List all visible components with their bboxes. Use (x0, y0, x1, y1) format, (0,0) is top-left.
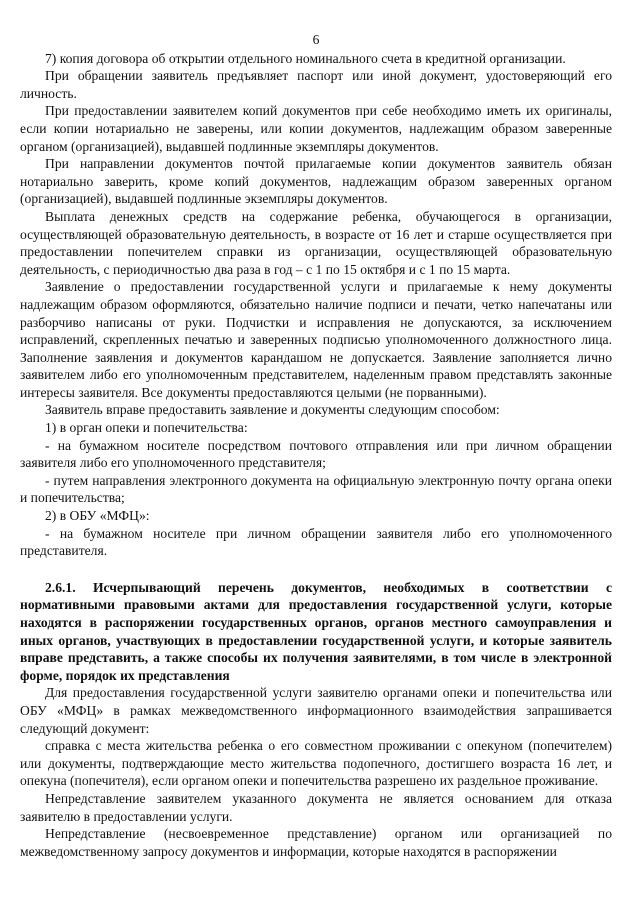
paragraph-item-7-contract-copy: 7) копия договора об открытии отдельного номинального счета в кредитной организации. (45, 50, 566, 66)
paragraph-payment-schedule: Выплата денежных средств на содержание ребенка, обучающегося в организации, осуществляющей образовательную деятельность, в возрасте от 16 лет и старше осуществляется при предоставлении попечителем справки из организации, осуществляющей образовательную деятельность, с периодичностью два раза в год – с 1 по 15 октября и с 1 по 15 марта. (20, 208, 612, 277)
paragraph-submission-methods: Заявитель вправе предоставить заявление и документы следующим способом: (45, 402, 500, 418)
paragraph-residence-certificate: справка с места жительства ребенка о его совместном проживании с опекуном (попечителем) или документы, подтверждающие место жительства подопечного, достигшего возраста 16 лет, и опекуна (попечителя), если органом опеки и попечительства разрешено их раздельное проживание. (20, 738, 612, 789)
paragraph-copies-originals: При предоставлении заявителем копий документов при себе необходимо иметь их оригиналы, если копии нотариально не заверены, или копии документов, надлежащим образом заверенные органом (организацией), выдавшей подлинные экземпляры документов. (20, 103, 612, 154)
list-item-guardianship-authority: 1) в орган опеки и попечительства: (45, 420, 248, 436)
section-heading-2-6-1: 2.6.1. Исчерпывающий перечень документов, необходимых в соответствии с нормативными правовыми актами для предоставления государственной услуги, которые находятся в распоряжении государственных органов, органов местного самоуправления и иных органов, участвующих в предоставлении государственной услуги, и которые заявитель вправе представить, а также способы их получения заявителями, в том числе в электронной форме, порядок их представления (20, 579, 612, 683)
page-number: 6 (312, 32, 320, 47)
list-item-mfc: 2) в ОБУ «МФЦ»: (45, 508, 150, 524)
list-subitem-paper-mail: - на бумажном носителе посредством почтового отправления или при личном обращении заявителя либо его уполномоченного представителя; (20, 437, 612, 471)
paragraph-mail-notarization: При направлении документов почтой прилагаемые копии документов заявитель обязан нотариально заверить, кроме копий документов, надлежащим образом заверенных органом (организацией), выдавшей подлинные экземпляры документов. (20, 156, 612, 207)
paragraph-interagency-request: Для предоставления государственной услуги заявителю органами опеки и попечительства или ОБУ «МФЦ» в рамках межведомственного информационного взаимодействия запрашивается следующий документ: (20, 685, 612, 736)
list-subitem-paper-personal: - на бумажном носителе при личном обращении заявителя либо его уполномоченного представителя. (20, 525, 612, 559)
paragraph-passport: При обращении заявитель предъявляет паспорт или иной документ, удостоверяющий его личность. (20, 68, 612, 101)
paragraph-non-submission: Непредставление заявителем указанного документа не является основанием для отказа заявителю в предоставлении услуги. (20, 790, 612, 824)
paragraph-late-submission: Непредставление (несвоевременное представление) органом или организацией по межведомственному запросу документов и информации, которые находятся в распоряжении (20, 826, 612, 859)
paragraph-application-requirements: Заявление о предоставлении государственной услуги и прилагаемые к нему документы надлежащим образом оформляются, обязательно наличие подписи и печати, четко напечатаны или разборчиво написаны от руки. Подчистки и исправления не допускаются, за исключением исправлений, скрепленных печатью и заверенных подписью уполномоченного должностного лица. Заполнение заявления и документов карандашом не допускается. Заявление заполняется лично заявителем либо его уполномоченным представителем, наделенным правом представлять законные интересы заявителя. Все документы предоставляются целыми (не порванными). (20, 279, 612, 400)
list-subitem-electronic: - путем направления электронного документа на официальную электронную почту органа опеки и попечительства; (20, 472, 612, 506)
